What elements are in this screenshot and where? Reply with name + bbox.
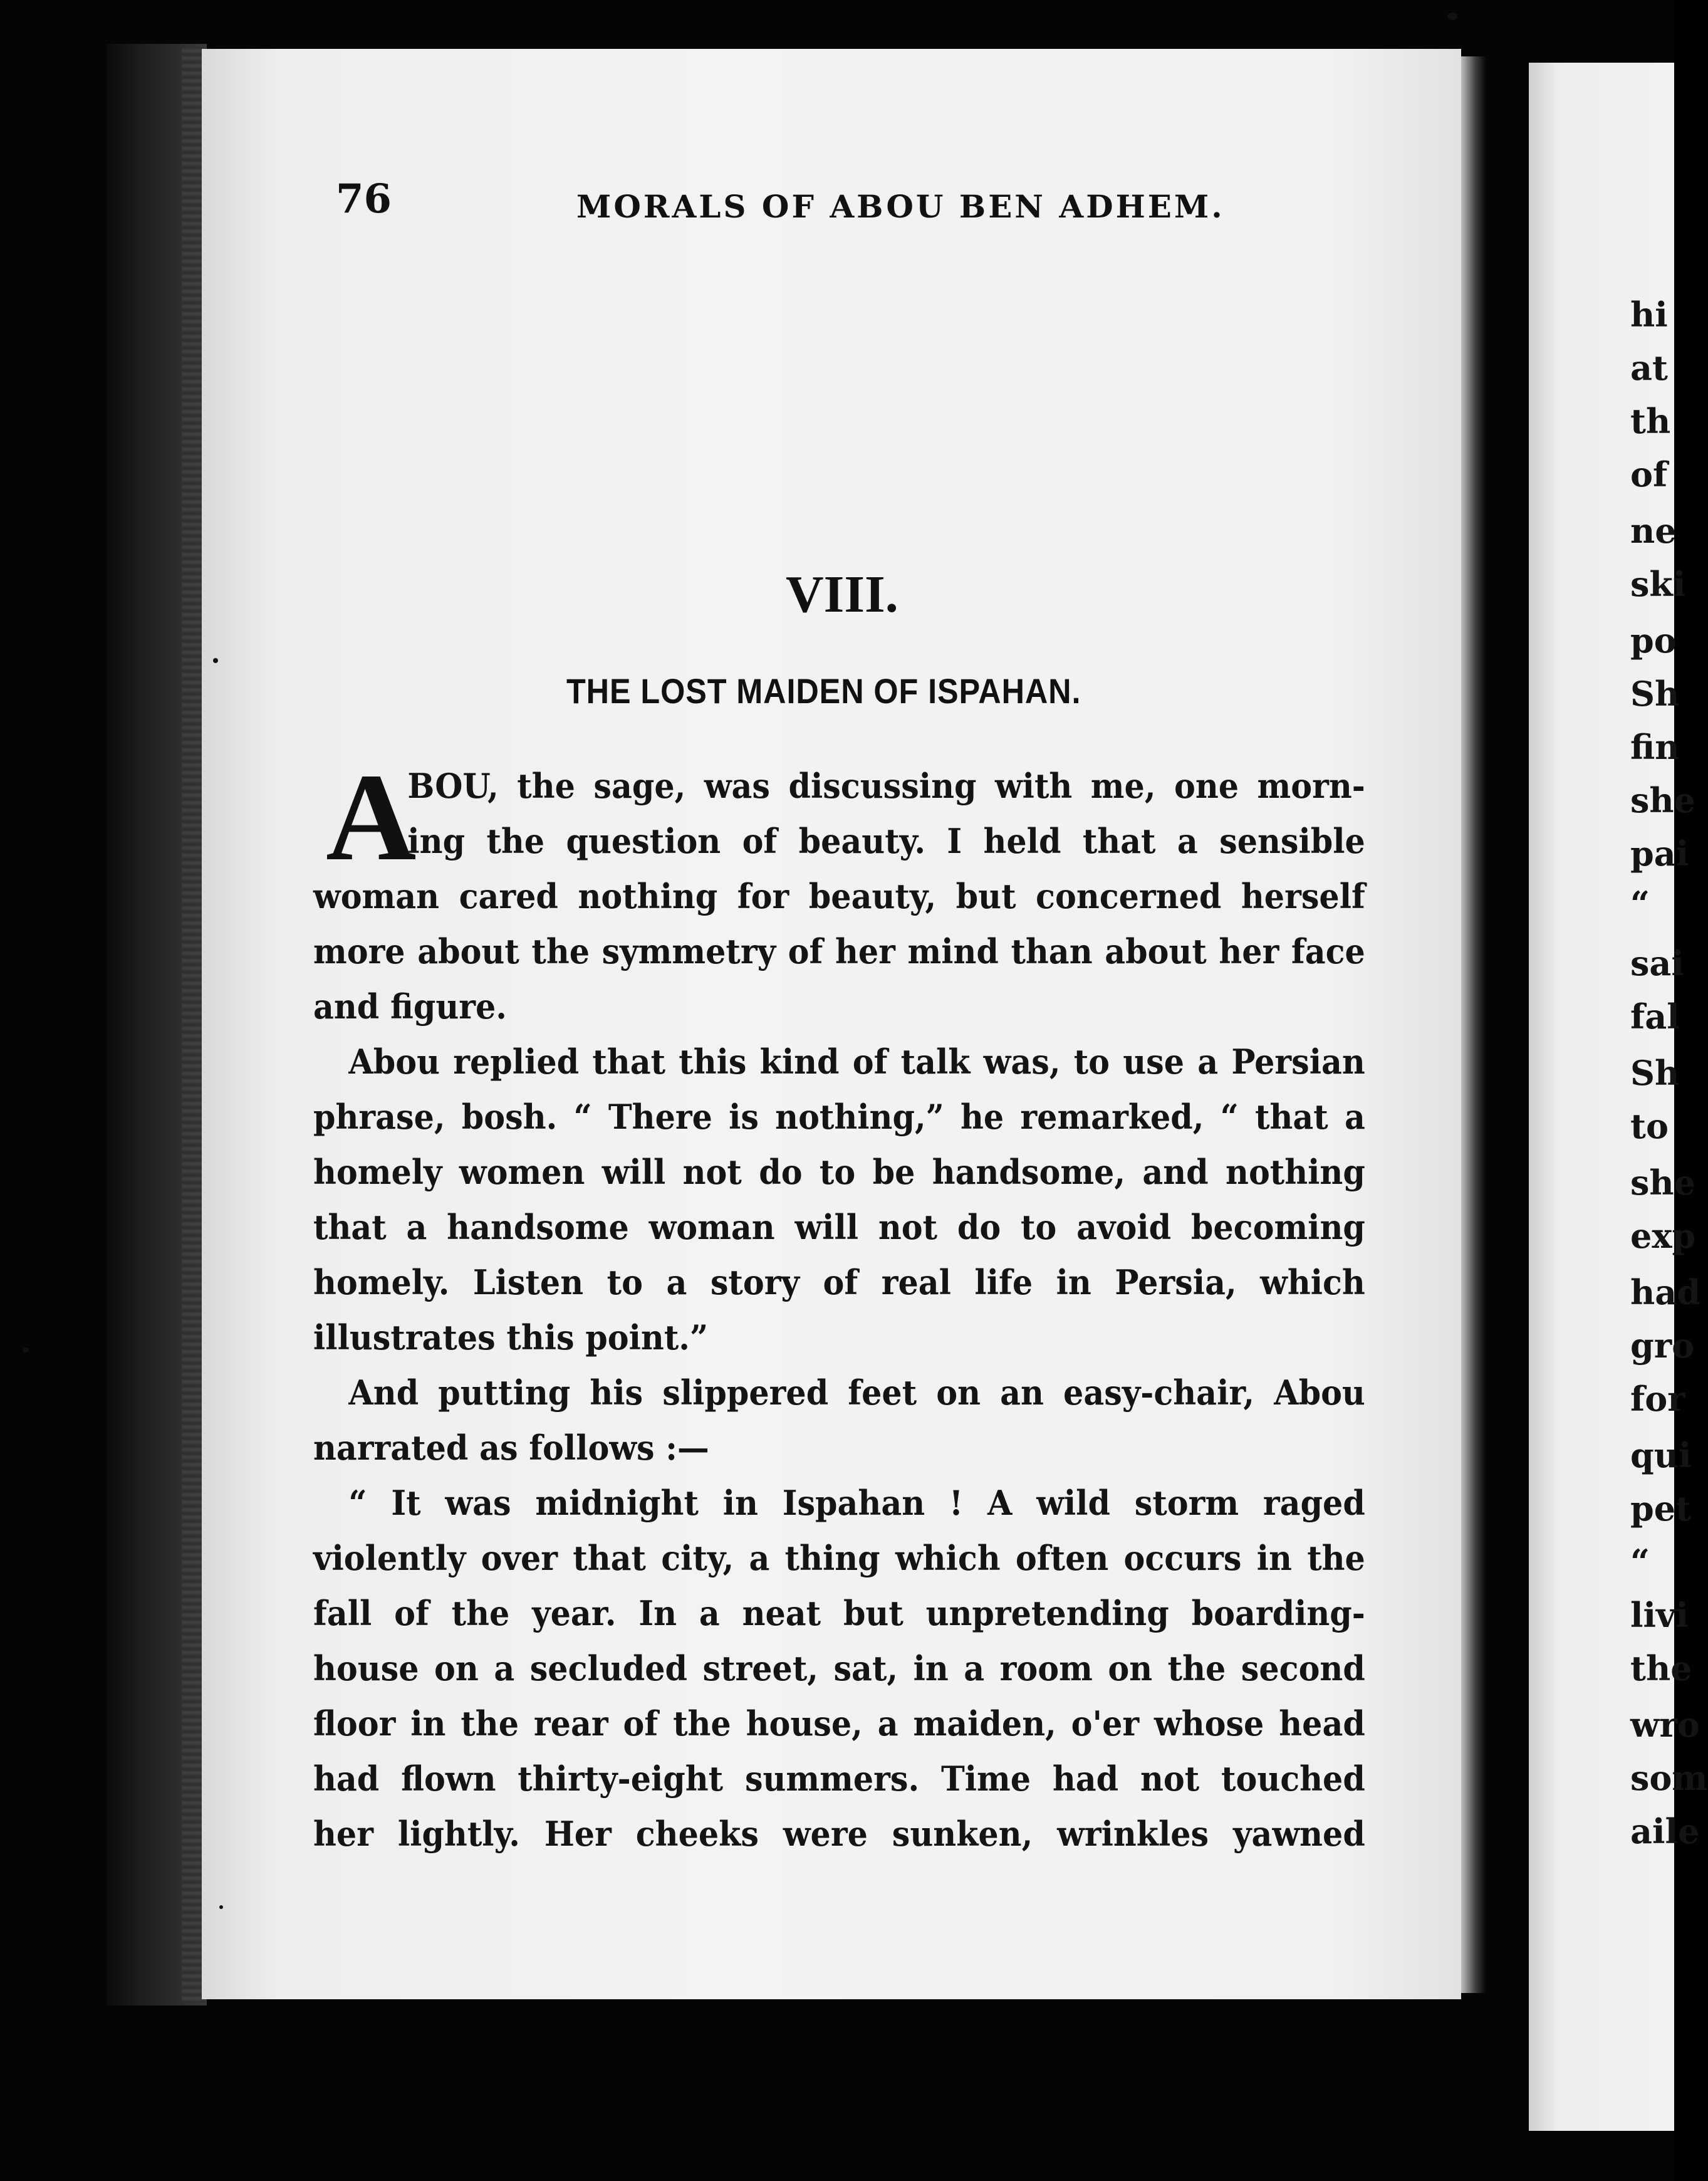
body-text <box>313 748 1366 1861</box>
text-line: phrase, bosh. “ There is nothing,” he remarked, “ that a <box>313 1097 1365 1137</box>
page-gutter <box>1461 56 1486 1993</box>
next-page-fragment: gro <box>1630 1326 1695 1366</box>
next-page-fragment: had <box>1630 1272 1701 1312</box>
scan-speck <box>1447 13 1457 20</box>
scan-speck <box>23 1347 29 1352</box>
text-line: homely women will not do to be handsome, and nothing <box>313 1152 1365 1192</box>
next-page-fragment: pet <box>1630 1488 1692 1529</box>
page-number: 76 <box>336 175 392 222</box>
text-line: BOU, the sage, was discussing with me, one morn- <box>407 766 1365 806</box>
text-line: “ It was midnight in Ispahan ! A wild storm raged <box>348 1483 1365 1523</box>
text-line: that a handsome woman will not do to avoid becoming <box>313 1207 1365 1247</box>
next-page-fragment: sai <box>1630 943 1684 983</box>
text-line: and figure. <box>313 986 507 1027</box>
next-page-fragment: po <box>1630 620 1677 661</box>
next-page-fragment: qui <box>1630 1435 1692 1475</box>
scan-speck <box>219 1905 223 1909</box>
chapter-title: THE LOST MAIDEN OF ISPAHAN. <box>566 671 1081 711</box>
text-line: floor in the rear of the house, a maiden, o'er whose head <box>313 1703 1365 1744</box>
next-page-fragment: at <box>1630 348 1668 388</box>
text-line: Abou replied that this kind of talk was, to use a Persian <box>348 1042 1365 1082</box>
next-page-fragment: aile <box>1630 1811 1700 1851</box>
next-page-fragment: of <box>1630 454 1668 494</box>
next-page-fragment: fin <box>1630 727 1680 767</box>
next-page-fragment: wro <box>1630 1705 1700 1745</box>
next-page-fragment: “ <box>1630 884 1650 924</box>
next-page-fragment: fal <box>1630 996 1680 1037</box>
next-page-fragment: ski <box>1630 564 1686 604</box>
text-line: illustrates this point.” <box>313 1317 709 1357</box>
next-page-fragment: som <box>1630 1758 1708 1798</box>
scan-speck <box>213 658 218 663</box>
next-page-fragment: Sh <box>1630 1053 1680 1093</box>
text-line: her lightly. Her cheeks were sunken, wrinkles yawned <box>313 1814 1365 1854</box>
next-page-fragment: th <box>1630 401 1671 441</box>
next-page-fragment: exp <box>1630 1216 1696 1256</box>
text-line: house on a secluded street, sat, in a room on the second <box>313 1648 1365 1688</box>
next-page-fragment: livi <box>1630 1595 1689 1635</box>
next-page-fragment: to <box>1630 1106 1669 1146</box>
chapter-number: VIII. <box>786 565 898 624</box>
text-line: ing the question of beauty. I held that a sensible <box>407 821 1365 861</box>
next-page-fragment: hi <box>1630 295 1668 335</box>
next-page-fragment: she <box>1630 1163 1696 1203</box>
text-line: had flown thirty-eight summers. Time had not touched <box>313 1759 1365 1799</box>
text-line: violently over that city, a thing which often occurs in the <box>313 1538 1365 1578</box>
text-line: And putting his slippered feet on an easy-chair, Abou <box>348 1373 1365 1413</box>
next-page-fragment: ne <box>1630 511 1677 551</box>
next-page-fragment: Sh <box>1630 674 1680 714</box>
next-page-fragment: pai <box>1630 834 1689 874</box>
next-page-fragment: she <box>1630 780 1696 820</box>
next-page-fragment: for <box>1630 1379 1685 1419</box>
text-line: homely. Listen to a story of real life in Persia, which <box>313 1262 1365 1302</box>
next-page-fragment: the <box>1630 1648 1692 1688</box>
text-line: fall of the year. In a neat but unpretending boarding- <box>313 1593 1365 1633</box>
text-line: more about the symmetry of her mind than about her face <box>313 931 1365 971</box>
drop-cap: A <box>326 748 417 887</box>
text-line: woman cared nothing for beauty, but concerned herself <box>313 876 1365 916</box>
next-page-fragment: “ <box>1630 1542 1650 1582</box>
running-head: MORALS OF ABOU BEN ADHEM. <box>576 188 1225 225</box>
text-line: narrated as follows :— <box>313 1428 709 1468</box>
